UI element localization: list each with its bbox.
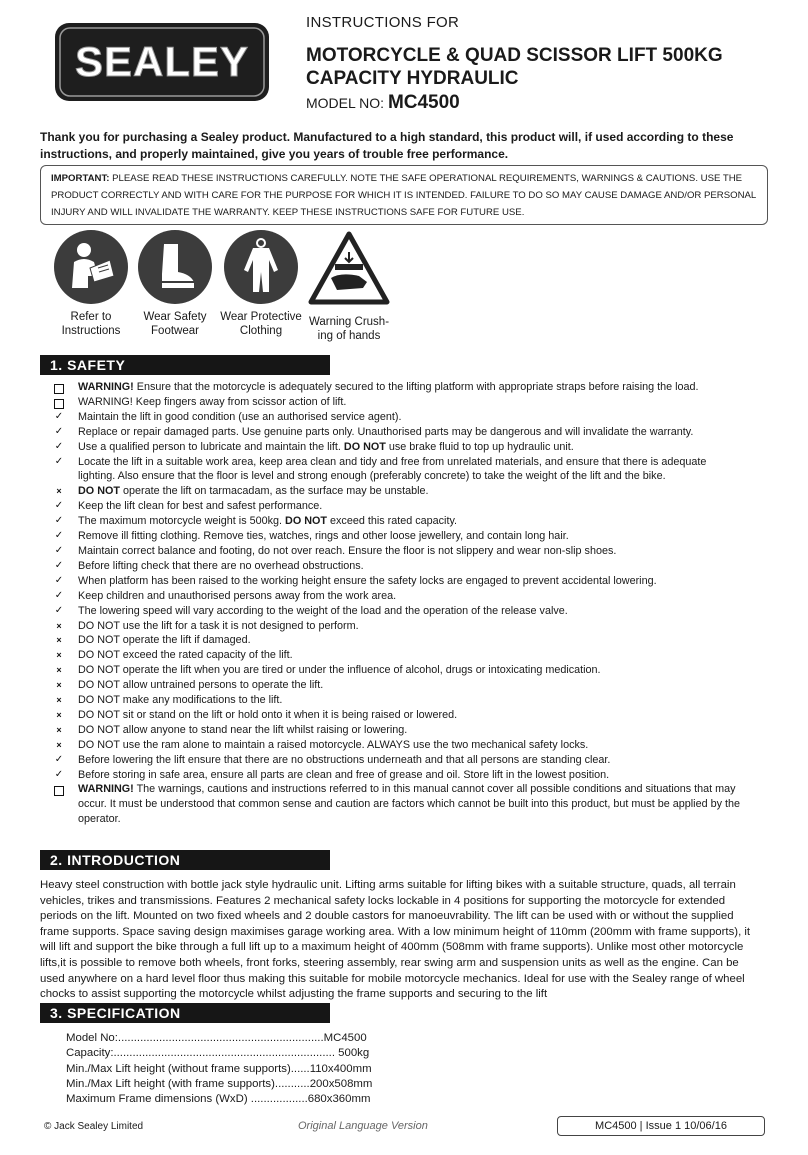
safety-item — [50, 395, 740, 410]
tick-icon: ✓ — [54, 574, 64, 586]
safety-item-text: When platform has been raised to the working height ensure the safety locks are engaged to prevent accidental lowering. — [78, 574, 657, 587]
checkbox-icon — [54, 384, 64, 394]
safety-item-text: Ensure that the motorcycle is adequately secured to the lifting platform with appropriate straps before raising the load. — [133, 381, 699, 393]
safety-item-text: DO NOT — [343, 440, 386, 453]
tick-icon: ✓ — [54, 604, 64, 616]
icon-protective-clothing — [216, 230, 306, 338]
safety-item-text: DO NOT — [78, 485, 120, 498]
safety-item-text: The warnings, cautions and instructions referred to in this manual cannot cover all possible conditions and situations that may occur. It must be understood that common sense and caution are factors which cannot be built into this product, but must be applied by the operator. — [78, 783, 740, 826]
safety-item-text: DO NOT exceed the rated capacity of the lift. — [78, 649, 293, 662]
icon-refer-instructions — [46, 230, 136, 338]
title-line-1: MOTORCYCLE & QUAD SCISSOR LIFT 500KG — [306, 45, 723, 66]
safety-item-text: Keep children and unauthorised persons away from the work area. — [78, 589, 397, 602]
cross-icon: × — [56, 665, 62, 676]
safety-item — [50, 782, 740, 827]
safety-footwear-icon — [138, 230, 212, 304]
spec-row: Min./Max Lift height (with frame supports)...........200x508mm — [66, 1077, 373, 1090]
spec-row: Min./Max Lift height (without frame supports)......110x400mm — [66, 1062, 372, 1075]
safety-item-text: WARNING! — [78, 783, 134, 796]
section-specification-heading: 3. SPECIFICATION — [40, 1003, 330, 1023]
icon-safety-footwear — [130, 230, 220, 338]
tick-icon: ✓ — [54, 500, 64, 512]
tick-icon: ✓ — [54, 440, 64, 452]
safety-item-text: DO NOT use the ram alone to maintain a raised motorcycle. ALWAYS use the two mechanical safety locks. — [78, 738, 589, 751]
important-notice — [40, 165, 768, 225]
tick-icon: ✓ — [54, 410, 64, 422]
logo-text: SEALEY — [74, 38, 250, 85]
safety-item — [50, 753, 740, 768]
cross-icon: × — [56, 695, 62, 706]
safety-list — [50, 380, 740, 827]
safety-item — [50, 648, 740, 663]
product-title — [306, 44, 786, 90]
safety-item — [50, 455, 740, 485]
safety-item-text: use brake fluid to top up hydraulic unit. — [385, 440, 574, 453]
safety-item — [50, 633, 740, 648]
instructions-for-label: INSTRUCTIONS FOR — [306, 14, 460, 31]
introduction-text: Heavy steel construction with bottle jack style hydraulic unit. Lifting arms suitable for lifting bikes with a suitable structure, quads, all terrain vehicles, trikes and transmissions. Features 2 mechanical safety locks lockable in 4 positions for supporting the motorcycle for extended periods on the lift. Mounted on two fixed wheels and 2 double castors for manoeuvrability. The lift can be used with or without the supplied frame supports. Space saving design maximises garage working area. With a low minimum height of 110mm (200mm with frame supports), it will lift and support the bike through a full lift up to a maximum height of 400mm (508mm with frame supports). Unlike most other motorcycle lifts,it is possible to remove both wheels, front forks, steering assembly, rear swing arm and suspension units as well as the engine. Can be used anywhere on a hard level floor thus making this suitable for mobile motorcycle mechanics. Ideal for use with the Sealey range of wheel chocks to assist supporting the motorcycle whilst adjusting the frame supports and securing to the lift — [40, 879, 751, 1001]
checkbox-icon — [54, 786, 64, 796]
spec-row: Model No:.................................................................MC4500 — [66, 1032, 367, 1044]
safety-item — [50, 380, 740, 395]
checkbox-icon — [54, 399, 64, 409]
safety-item — [50, 440, 740, 455]
safety-item-text: Replace or repair damaged parts. Use genuine parts only. Unauthorised parts may be dangerous and will invalidate the warranty. — [78, 425, 694, 438]
safety-item-text: Maintain correct balance and footing, do not over reach. Ensure the floor is not slippery and wear non-slip shoes. — [78, 544, 617, 557]
safety-item-text: DO NOT make any modifications to the lift. — [78, 694, 283, 707]
safety-item-text: DO NOT use the lift for a task it is not designed to perform. — [78, 619, 359, 632]
tick-icon: ✓ — [54, 753, 64, 765]
safety-item-text: exceed this rated capacity. — [327, 515, 458, 528]
cross-icon: × — [56, 635, 62, 646]
safety-item-text: DO NOT allow anyone to stand near the lift whilst raising or lowering. — [78, 723, 408, 736]
safety-item-text: Remove ill fitting clothing. Remove ties, watches, rings and other loose jewellery, and contain long hair. — [78, 530, 569, 543]
safety-item — [50, 768, 740, 783]
cross-icon: × — [56, 724, 62, 735]
safety-item-text: Before lowering the lift ensure that there are no obstructions underneath and that all persons are standing clear. — [78, 753, 611, 766]
tick-icon: ✓ — [54, 768, 64, 780]
tick-icon: ✓ — [54, 455, 64, 467]
issue-box: MC4500 | Issue 1 10/06/16 — [557, 1116, 765, 1136]
section-safety-heading: 1. SAFETY — [40, 355, 330, 375]
cross-icon: × — [56, 680, 62, 691]
safety-item-text: The lowering speed will vary according to the weight of the load and the operation of the release valve. — [78, 604, 568, 617]
safety-item — [50, 738, 740, 753]
safety-item — [50, 514, 740, 529]
safety-item-text: DO NOT sit or stand on the lift or hold onto it when it is being raised or lowered. — [78, 708, 458, 721]
safety-item-text: The maximum motorcycle weight is 500kg. — [78, 515, 286, 528]
section-introduction-heading: 2. INTRODUCTION — [40, 850, 330, 870]
important-text: PLEASE READ THESE INSTRUCTIONS CAREFULLY. NOTE THE SAFE OPERATIONAL REQUIREMENTS, WARNINGS & CAUTIONS. USE THE PRODUCT CORRECTLY AND WITH CARE FOR THE PURPOSE FOR WHICH IT IS INTENDED. FAILURE TO DO SO MAY CAUSE DAMAGE AND/OR PERSONAL INJURY AND WILL INVALIDATE THE WARRANTY. KEEP THESE INSTRUCTIONS SAFE FOR FUTURE USE. — [51, 173, 756, 218]
icon-label: Warning Crush- ing of hands — [308, 316, 390, 342]
safety-item — [50, 529, 740, 544]
safety-item — [50, 589, 740, 604]
icon-label: Wear Safety Footwear — [143, 311, 207, 337]
important-label: IMPORTANT: — [51, 173, 110, 184]
icon-crushing-hands-warning — [304, 230, 394, 343]
thank-you-text: Thank you for purchasing a Sealey product. Manufactured to a high standard, this product will, if used according to these instructions, and properly maintained, give you years of trouble free performance. — [40, 130, 734, 161]
safety-item-text: Before storing in safe area, ensure all parts are clean and free of grease and oil. Store lift in the lowest position. — [78, 768, 610, 781]
safety-item-text: DO NOT operate the lift if damaged. — [78, 634, 251, 647]
safety-item — [50, 619, 740, 634]
safety-item — [50, 723, 740, 738]
safety-item-text: WARNING! Keep fingers away from scissor action of lift. — [78, 395, 347, 408]
spec-row: Capacity:...................................................................... 500kg — [66, 1047, 370, 1060]
title-line-2: CAPACITY HYDRAULIC — [306, 68, 519, 89]
safety-item — [50, 484, 740, 499]
safety-item-text: DO NOT operate the lift when you are tired or under the influence of alcohol, drugs or intoxicating medication. — [78, 664, 601, 677]
safety-item-text: Keep the lift clean for best and safest performance. — [78, 500, 323, 513]
copyright-text: © Jack Sealey Limited — [44, 1121, 144, 1132]
safety-item — [50, 663, 740, 678]
safety-item — [50, 678, 740, 693]
safety-item — [50, 693, 740, 708]
icon-label: Refer to Instructions — [61, 311, 121, 337]
safety-item — [50, 410, 740, 425]
safety-item — [50, 544, 740, 559]
specification-list — [66, 1031, 372, 1107]
model-number — [306, 92, 460, 114]
safety-item — [50, 708, 740, 723]
cross-icon: × — [56, 486, 62, 497]
safety-item-text: DO NOT allow untrained persons to operate the lift. — [78, 679, 324, 692]
safety-item-text: Before lifting check that there are no overhead obstructions. — [78, 559, 364, 572]
safety-item — [50, 559, 740, 574]
tick-icon: ✓ — [54, 544, 64, 556]
refer-instructions-icon — [54, 230, 128, 304]
safety-item — [50, 499, 740, 514]
model-label: MODEL NO: — [306, 95, 385, 111]
icon-label: Wear Protective Clothing — [220, 311, 302, 337]
crushing-hands-warning-icon — [307, 230, 391, 306]
spec-row: Maximum Frame dimensions (WxD) ..................680x360mm — [66, 1093, 371, 1106]
language-version-text: Original Language Version — [298, 1120, 428, 1132]
safety-item — [50, 425, 740, 440]
cross-icon: × — [56, 620, 62, 631]
protective-clothing-icon — [224, 230, 298, 304]
safety-item-text: WARNING! — [78, 381, 134, 393]
safety-item-text: operate the lift on tarmacadam, as the surface may be unstable. — [120, 485, 429, 498]
safety-item-text: Use a qualified person to lubricate and maintain the lift. — [78, 440, 344, 453]
tick-icon: ✓ — [54, 530, 64, 542]
tick-icon: ✓ — [54, 515, 64, 527]
safety-item — [50, 604, 740, 619]
tick-icon: ✓ — [54, 589, 64, 601]
cross-icon: × — [56, 650, 62, 661]
cross-icon: × — [56, 739, 62, 750]
tick-icon: ✓ — [54, 559, 64, 571]
safety-item-text: DO NOT — [285, 515, 328, 528]
safety-item — [50, 574, 740, 589]
cross-icon: × — [56, 709, 62, 720]
safety-item-text: Maintain the lift in good condition (use an authorised service agent). — [78, 410, 402, 423]
sealey-logo — [54, 22, 270, 102]
safety-item-text: Locate the lift in a suitable work area, keep area clean and tidy and free from unrelated materials, and ensure that there is adequate lighting. Also ensure that the floor is level and strong enough (preferably concrete) to take the weight of the lift and the bike. — [78, 455, 707, 483]
tick-icon: ✓ — [54, 425, 64, 437]
model-value: MC4500 — [387, 92, 460, 113]
